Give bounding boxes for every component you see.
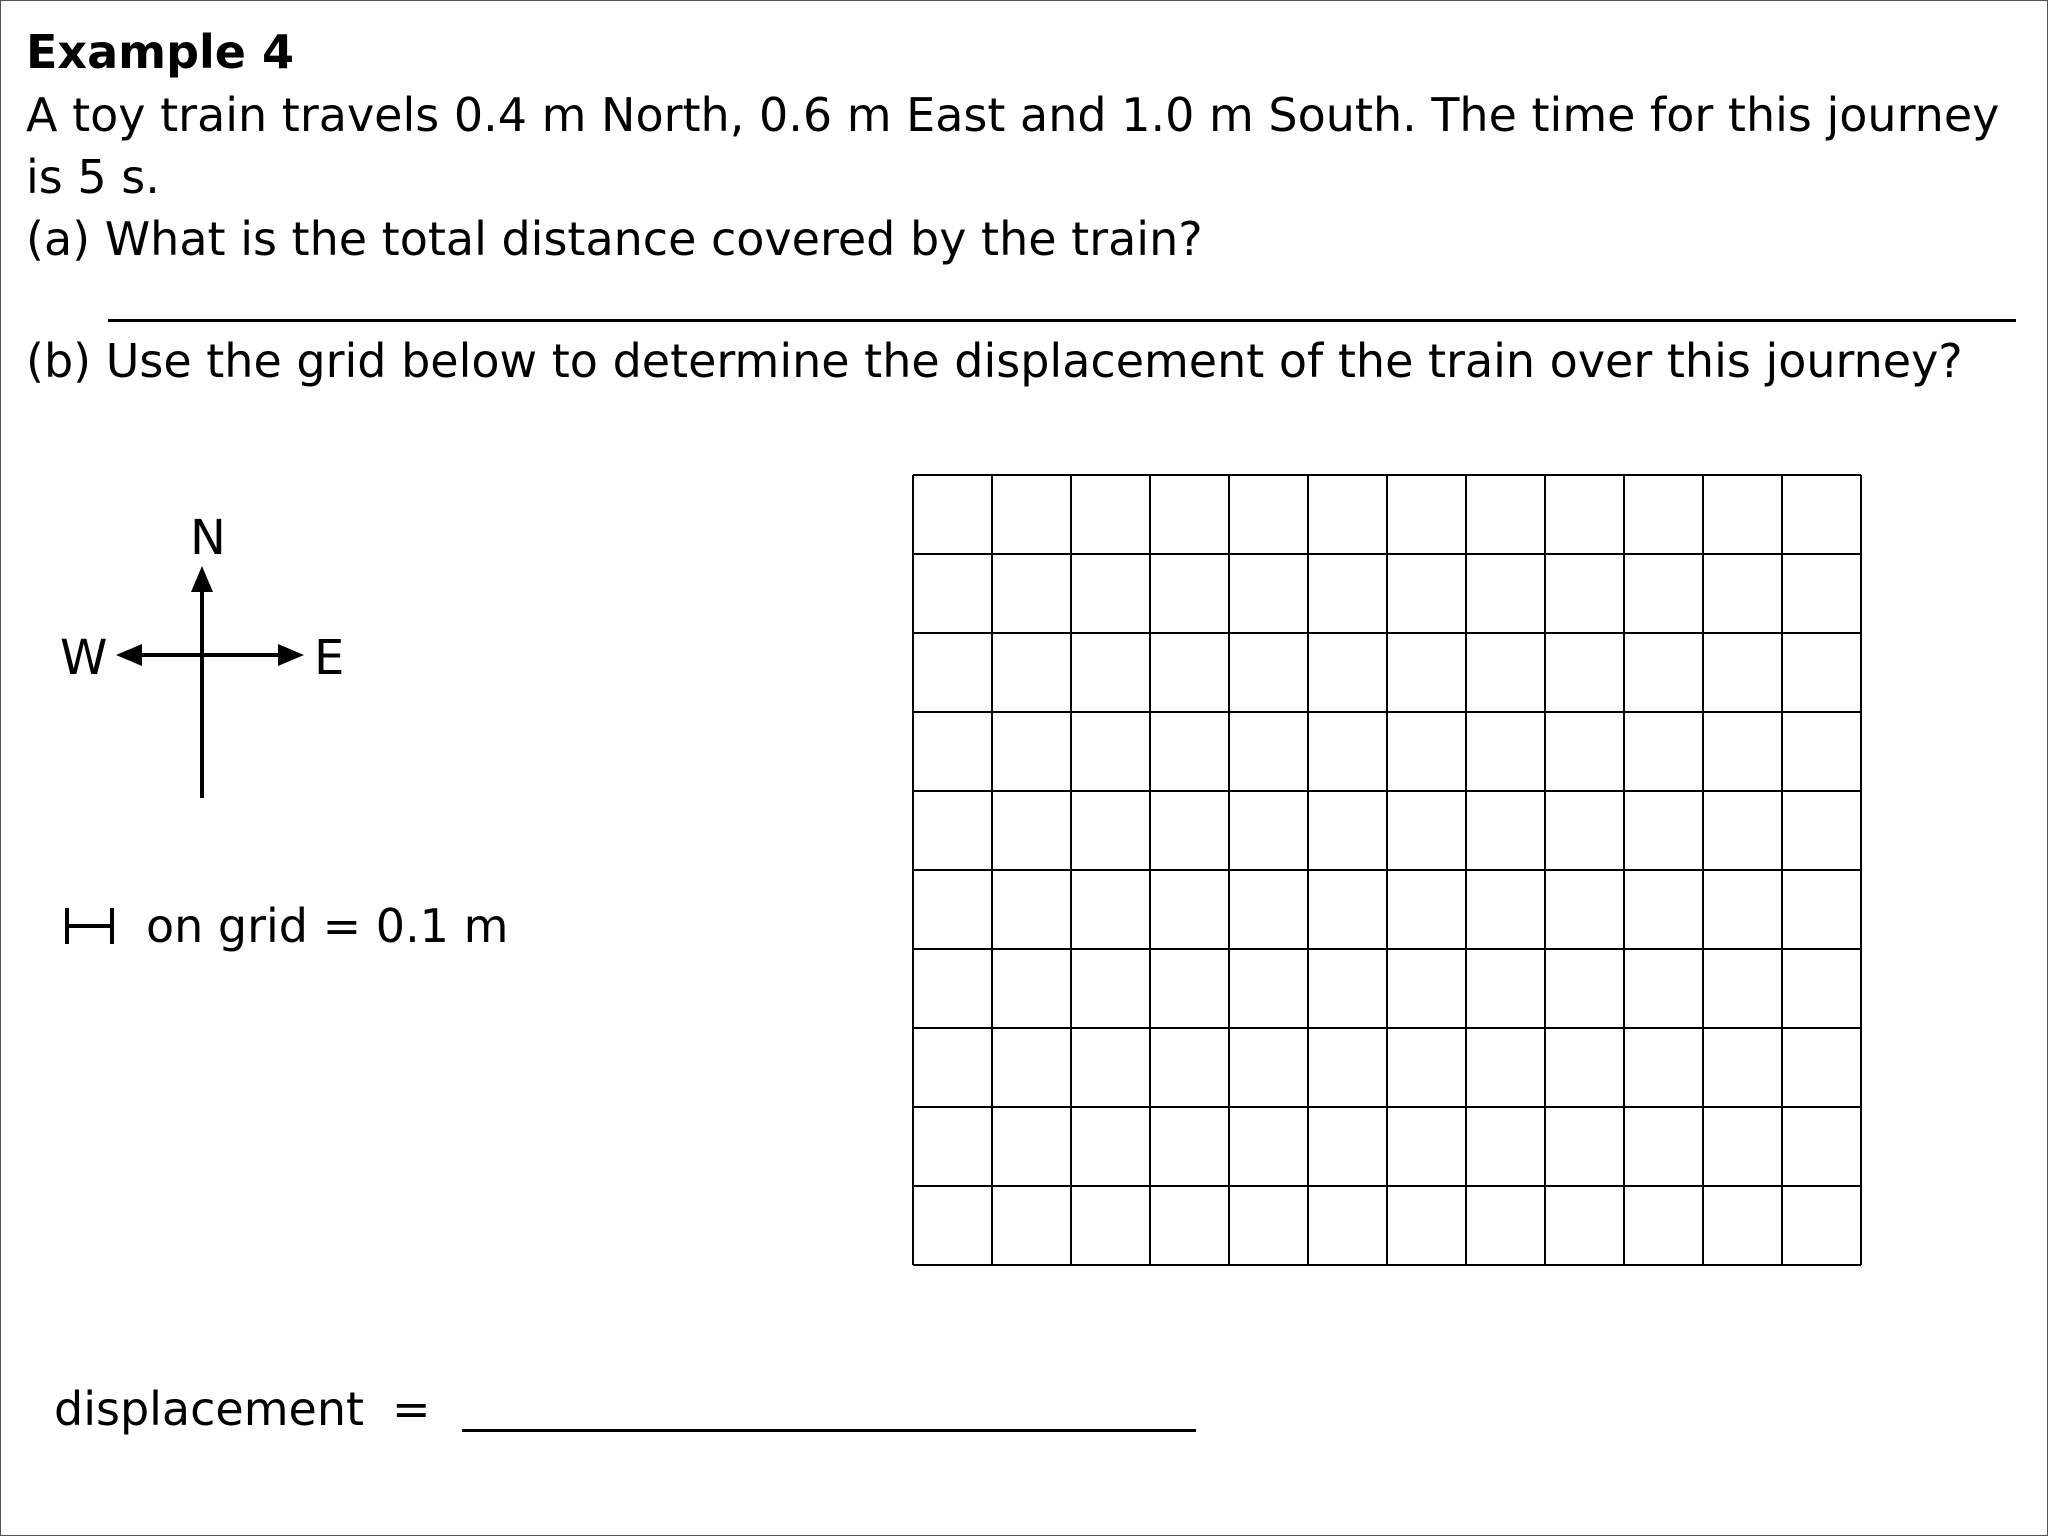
- question-intro-line-2: is 5 s.: [26, 150, 160, 204]
- displacement-answer-line[interactable]: [462, 1429, 1196, 1432]
- question-part-a: (a) What is the total distance covered by the train?: [26, 212, 1203, 266]
- displacement-grid[interactable]: [912, 474, 1864, 1270]
- question-intro-line-1: A toy train travels 0.4 m North, 0.6 m East and 1.0 m South. The time for this journey: [26, 88, 2000, 142]
- compass-east-label: E: [314, 630, 345, 686]
- scale-bar-icon: [64, 902, 124, 952]
- example-title: Example 4: [26, 25, 294, 79]
- compass-arrows-icon: [100, 560, 320, 820]
- compass-west-label: W: [60, 630, 108, 686]
- displacement-equals: =: [392, 1382, 431, 1436]
- question-part-b: (b) Use the grid below to determine the displacement of the train over this journey?: [26, 334, 1963, 388]
- part-a-answer-line[interactable]: [108, 319, 2016, 322]
- displacement-label: displacement: [54, 1382, 365, 1436]
- compass-north-label: N: [190, 510, 226, 566]
- scale-text: on grid = 0.1 m: [146, 899, 509, 953]
